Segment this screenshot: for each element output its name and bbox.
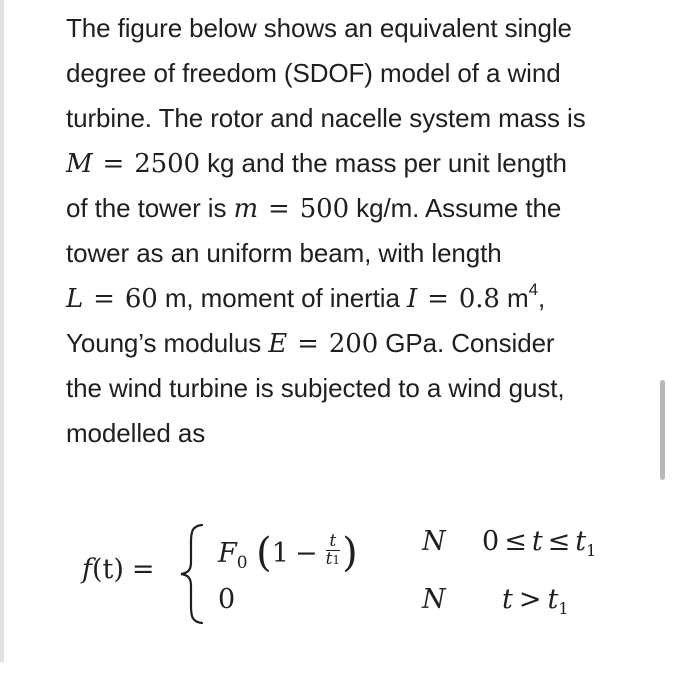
case-1-condition [482, 526, 597, 560]
close-paren: ) [342, 530, 358, 576]
cond-t: t [531, 526, 543, 557]
modulus-text: Young’s modulus [66, 328, 269, 358]
exponent: 4 [528, 280, 538, 299]
var-m: m [233, 194, 259, 224]
open-paren: ( [256, 530, 272, 576]
case-1-expression [218, 526, 358, 576]
problem-line-7 [66, 276, 656, 321]
value-I: 0.8 [458, 284, 500, 314]
force-coef: F [218, 538, 237, 569]
fraction-den-sub: 1 [332, 552, 341, 567]
problem-line-4 [66, 141, 656, 186]
left-brace [178, 522, 206, 626]
unit-I: m [499, 283, 529, 313]
equals-sign: = [131, 554, 155, 585]
problem-line-6: tower as an uniform beam, with length [66, 238, 502, 268]
equation-lhs [82, 554, 163, 585]
problem-line-2: degree of freedom (SDOF) model of a wind [66, 58, 561, 88]
cond-t1-sub: 1 [558, 599, 569, 618]
equals-sign: = [93, 284, 115, 314]
cond-zero: 0 [482, 526, 500, 557]
cond-t: t [502, 584, 513, 615]
value-E: 200 [328, 329, 379, 359]
gt-sign: > [518, 584, 542, 615]
comma: , [537, 283, 546, 313]
one: 1 [271, 538, 289, 569]
left-border [0, 0, 4, 662]
force-equation [82, 520, 642, 630]
value-m: 500 [299, 194, 350, 224]
equals-sign: = [427, 284, 449, 314]
case-2-expression: 0 [218, 584, 236, 615]
problem-line-10: modelled as [66, 418, 206, 448]
equals-sign: = [102, 149, 125, 179]
problem-line-1: The figure below shows an equivalent single [66, 13, 572, 43]
cond-t1-sub: 1 [586, 541, 597, 560]
mass-text: kg and the mass per unit length [200, 148, 567, 178]
unit-text: kg/m. Assume the [349, 193, 562, 223]
cond-t1: t [575, 526, 587, 557]
function-name: f [82, 554, 92, 585]
fraction-denominator [325, 548, 341, 569]
var-L: L [66, 284, 84, 314]
function-arg: (t) [92, 554, 124, 585]
case-1-unit: N [422, 526, 446, 557]
equals-sign: = [297, 329, 319, 359]
problem-line-8 [66, 321, 656, 366]
fraction-numerator: t [326, 533, 340, 551]
force-coef-sub: 0 [236, 553, 248, 573]
tower-text: of the tower is [66, 193, 234, 223]
inertia-text: m, moment of inertia [157, 283, 407, 313]
scrollbar-thumb[interactable] [660, 380, 665, 480]
case-2-condition [502, 584, 569, 618]
value-L: 60 [124, 284, 158, 314]
problem-statement [66, 6, 656, 456]
equals-sign: = [268, 194, 290, 224]
var-I: I [406, 284, 418, 314]
case-2-unit: N [422, 584, 446, 615]
problem-line-9: the wind turbine is subjected to a wind gust, [66, 373, 565, 403]
consider-text: GPa. Consider [378, 328, 555, 358]
minus-sign: − [294, 538, 318, 569]
problem-line-5 [66, 186, 656, 231]
fraction [325, 530, 341, 569]
cond-t1: t [547, 584, 559, 615]
problem-line-3: turbine. The rotor and nacelle system mass is [66, 103, 586, 133]
le-sign: ≤ [547, 526, 571, 557]
fraction-den-var: t [325, 548, 333, 569]
le-sign: ≤ [504, 526, 527, 557]
var-E: E [268, 329, 288, 359]
value-M: 2500 [134, 149, 200, 179]
var-M: M [66, 149, 93, 179]
